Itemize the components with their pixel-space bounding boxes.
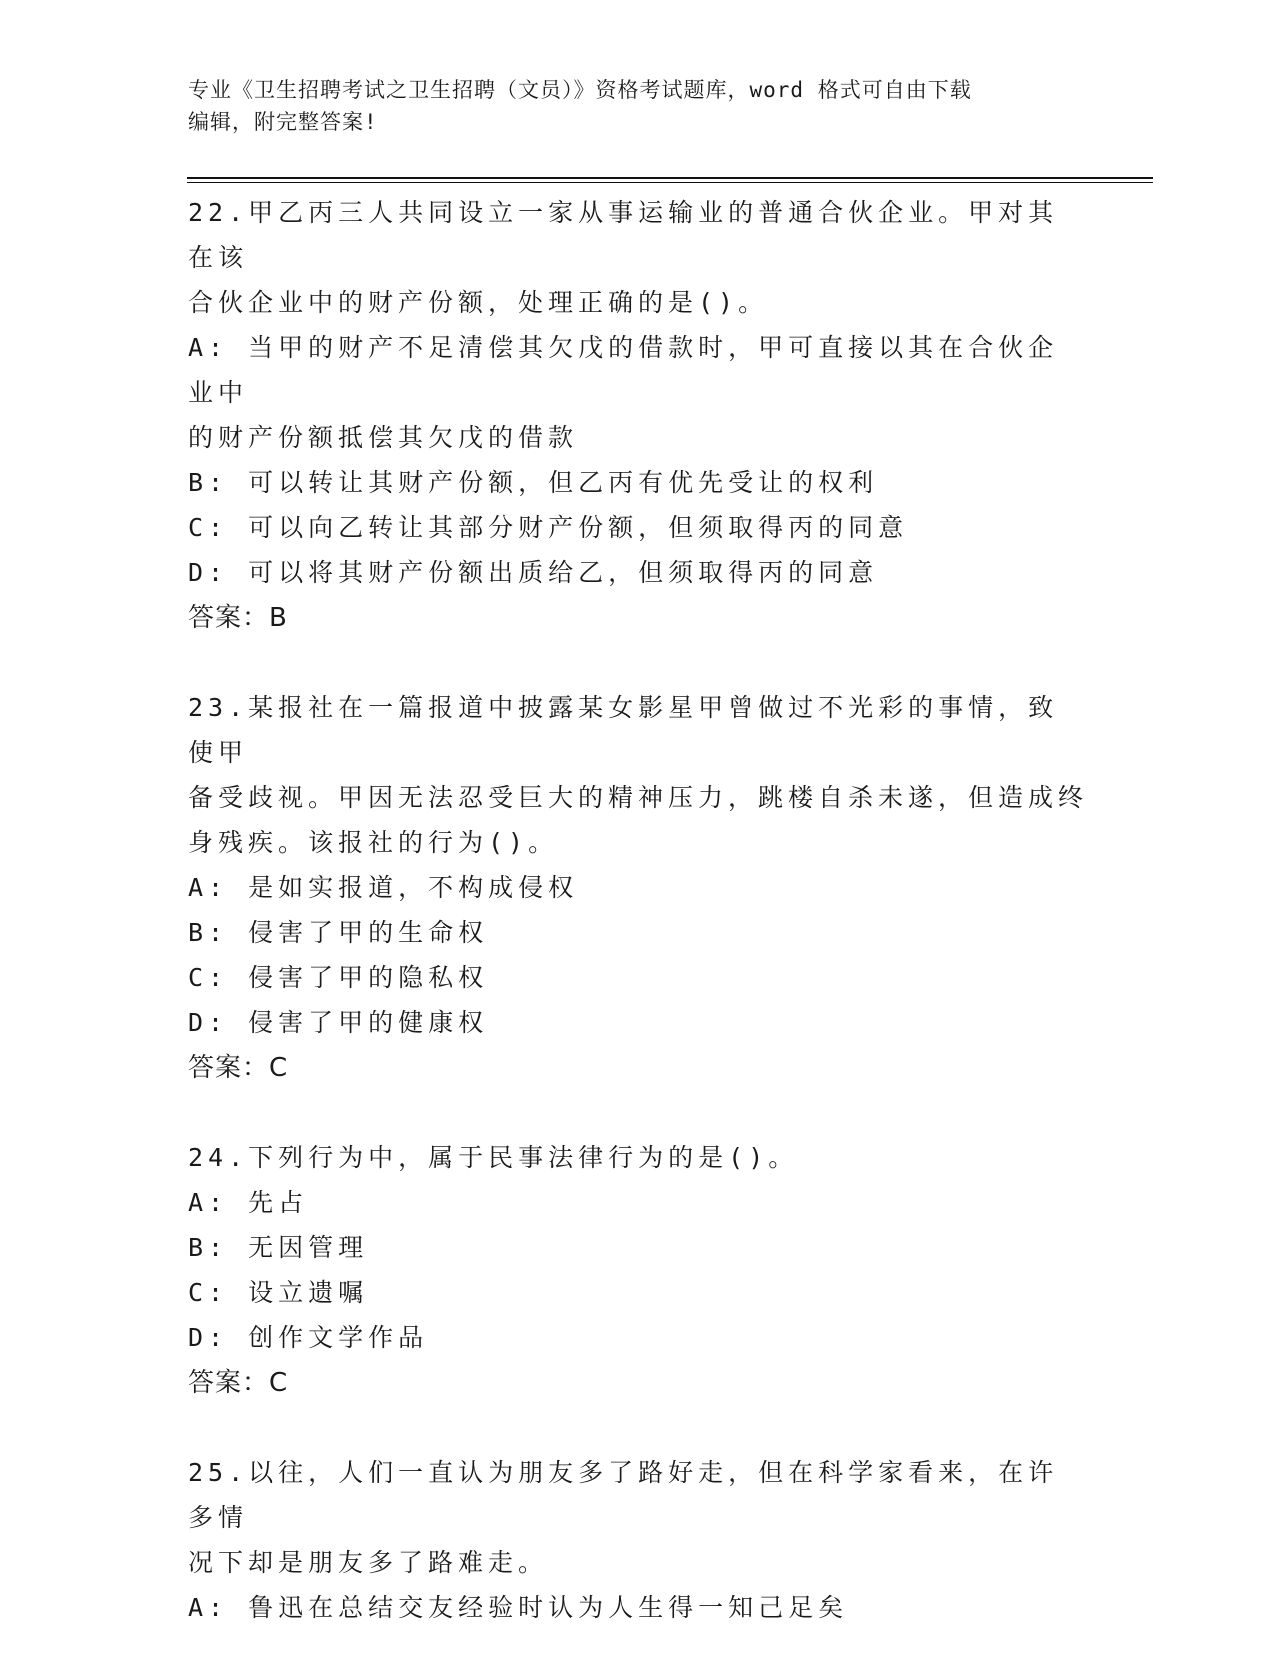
question-stem-line: 22.甲乙丙三人共同设立一家从事运输业的普通合伙企业。甲对其在该	[188, 198, 1059, 272]
option-line: A: 先占	[188, 1188, 309, 1217]
option-line: C: 侵害了甲的隐私权	[188, 963, 489, 992]
document-header	[188, 74, 1088, 138]
question-stem-line: 24.下列行为中，属于民事法律行为的是()。	[188, 1143, 799, 1172]
answer-label: 答案：C	[188, 1368, 289, 1398]
header-line-1: 专业《卫生招聘考试之卫生招聘（文员）》资格考试题库，word 格式可自由下载	[188, 78, 972, 102]
option-line: D: 可以将其财产份额出质给乙，但须取得丙的同意	[188, 558, 879, 587]
answer-label: 答案：C	[188, 1053, 289, 1083]
option-line: B: 侵害了甲的生命权	[188, 918, 489, 947]
option-line: A: 鲁迅在总结交友经验时认为人生得一知己足矣	[188, 1593, 849, 1622]
option-line: 的财产份额抵偿其欠戊的借款	[188, 423, 579, 452]
option-line: D: 侵害了甲的健康权	[188, 1008, 489, 1037]
header-divider-thick	[187, 177, 1153, 179]
option-line: C: 设立遗嘱	[188, 1278, 369, 1307]
question-stem-line: 合伙企业中的财产份额，处理正确的是()。	[188, 288, 769, 317]
question-2	[188, 685, 1088, 1091]
option-line: B: 可以转让其财产份额，但乙丙有优先受让的权利	[188, 468, 879, 497]
question-stem-line: 身残疾。该报社的行为()。	[188, 828, 559, 857]
option-line: D: 创作文学作品	[188, 1323, 429, 1352]
question-stem-line: 备受歧视。甲因无法忍受巨大的精神压力，跳楼自杀未遂，但造成终	[188, 783, 1089, 812]
answer-label: 答案：B	[188, 603, 288, 633]
question-list	[188, 190, 1088, 1674]
question-stem-line: 25.以往，人们一直认为朋友多了路好走，但在科学家看来，在许多情	[188, 1458, 1059, 1532]
option-line: A: 是如实报道，不构成侵权	[188, 873, 579, 902]
question-3	[188, 1135, 1088, 1406]
question-stem-line: 况下却是朋友多了路难走。	[188, 1548, 549, 1577]
question-4	[188, 1450, 1088, 1630]
header-line-2: 编辑，附完整答案!	[188, 110, 378, 134]
question-stem-line: 23.某报社在一篇报道中披露某女影星甲曾做过不光彩的事情，致使甲	[188, 693, 1059, 767]
option-line: B: 无因管理	[188, 1233, 369, 1262]
header-divider-thin	[187, 182, 1153, 183]
question-1	[188, 190, 1088, 641]
option-line: C: 可以向乙转让其部分财产份额，但须取得丙的同意	[188, 513, 909, 542]
option-line: A: 当甲的财产不足清偿其欠戊的借款时，甲可直接以其在合伙企业中	[188, 333, 1059, 407]
